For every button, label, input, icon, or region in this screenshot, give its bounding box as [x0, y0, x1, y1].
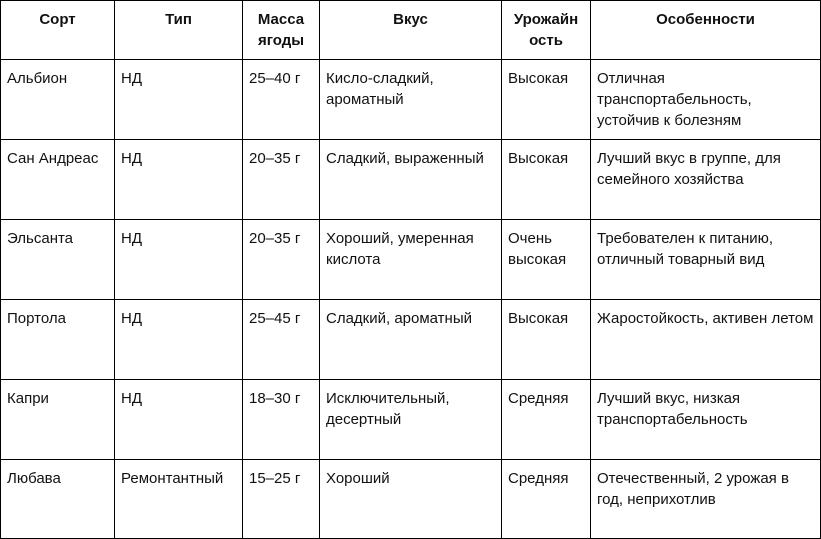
cell-features: Отличная транспортабельность, устойчив к болезням: [591, 60, 821, 140]
header-type: Тип: [115, 1, 243, 60]
header-variety: Сорт: [1, 1, 115, 60]
cell-berry-mass: 20–35 г: [243, 220, 320, 300]
cell-variety: Капри: [1, 380, 115, 460]
table-row: [1, 60, 821, 140]
cell-variety: Альбион: [1, 60, 115, 140]
cell-taste: Сладкий, ароматный: [320, 300, 502, 380]
cell-type: НД: [115, 140, 243, 220]
cell-type: НД: [115, 60, 243, 140]
cell-yield: Очень высокая: [502, 220, 591, 300]
cell-taste: Кисло-сладкий, ароматный: [320, 60, 502, 140]
cell-berry-mass: 18–30 г: [243, 380, 320, 460]
table-row: [1, 460, 821, 539]
cell-variety: Портола: [1, 300, 115, 380]
table-row: [1, 220, 821, 300]
cell-yield: Средняя: [502, 380, 591, 460]
cell-berry-mass: 15–25 г: [243, 460, 320, 539]
cell-type: НД: [115, 380, 243, 460]
table-row: [1, 380, 821, 460]
header-features: Особенности: [591, 1, 821, 60]
cell-type: Ремонтантный: [115, 460, 243, 539]
cell-berry-mass: 25–45 г: [243, 300, 320, 380]
cell-variety: Сан Андреас: [1, 140, 115, 220]
cell-berry-mass: 25–40 г: [243, 60, 320, 140]
cell-yield: Высокая: [502, 300, 591, 380]
cell-features: Жаростойкость, активен летом: [591, 300, 821, 380]
cell-yield: Средняя: [502, 460, 591, 539]
cell-taste: Хороший: [320, 460, 502, 539]
cell-type: НД: [115, 300, 243, 380]
header-berry-mass: Масса ягоды: [243, 1, 320, 60]
cell-taste: Хороший, умеренная кислота: [320, 220, 502, 300]
cell-variety: Любава: [1, 460, 115, 539]
cell-type: НД: [115, 220, 243, 300]
cell-berry-mass: 20–35 г: [243, 140, 320, 220]
cell-features: Лучший вкус, низкая транспортабельность: [591, 380, 821, 460]
header-row: [1, 1, 821, 60]
cell-taste: Исключительный, десертный: [320, 380, 502, 460]
header-taste: Вкус: [320, 1, 502, 60]
cell-yield: Высокая: [502, 140, 591, 220]
cell-features: Лучший вкус в группе, для семейного хозяйства: [591, 140, 821, 220]
cell-taste: Сладкий, выраженный: [320, 140, 502, 220]
table-row: [1, 140, 821, 220]
header-yield: Урожайн ость: [502, 1, 591, 60]
cell-features: Требователен к питанию, отличный товарный вид: [591, 220, 821, 300]
cell-variety: Эльсанта: [1, 220, 115, 300]
table-row: [1, 300, 821, 380]
cell-features: Отечественный, 2 урожая в год, неприхотлив: [591, 460, 821, 539]
cell-yield: Высокая: [502, 60, 591, 140]
